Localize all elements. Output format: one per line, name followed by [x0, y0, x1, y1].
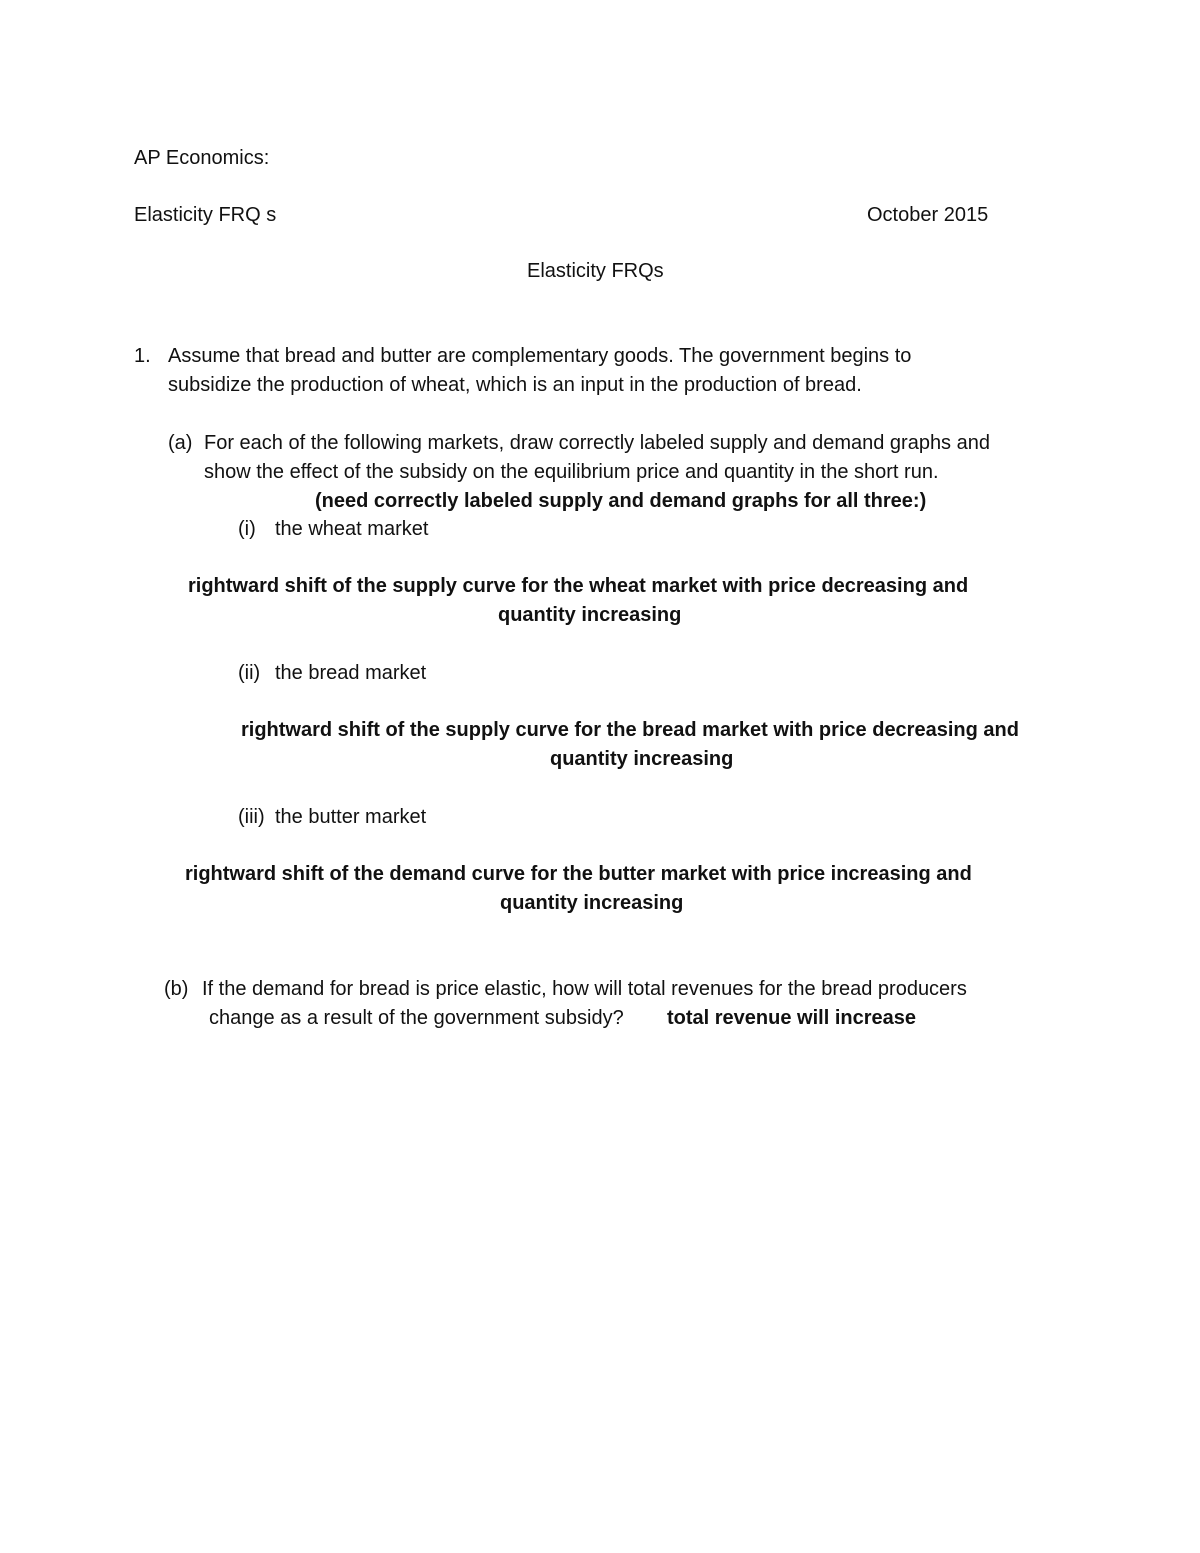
part-b-line-1: If the demand for bread is price elastic, how will total revenues for the bread producers: [202, 978, 967, 1000]
part-a-line-2: show the effect of the subsidy on the equilibrium price and quantity in the short run.: [204, 461, 939, 483]
date-line: October 2015: [867, 204, 989, 226]
part-a-label: (a): [168, 432, 193, 454]
item-ii-text: the bread market: [275, 662, 427, 684]
part-b-answer: total revenue will increase: [667, 1007, 916, 1029]
item-iii-answer-line-2: quantity increasing: [500, 892, 684, 914]
course-title: AP Economics:: [134, 147, 270, 169]
item-iii-label: (iii): [238, 806, 265, 828]
page-title: Elasticity FRQs: [527, 260, 664, 282]
item-i-answer-line-2: quantity increasing: [498, 604, 682, 626]
item-iii-answer-line-1: rightward shift of the demand curve for the butter market with price increasing and: [185, 863, 972, 885]
item-i-answer-line-1: rightward shift of the supply curve for the wheat market with price decreasing and: [188, 575, 969, 597]
item-i-label: (i): [238, 518, 256, 540]
part-a-note: (need correctly labeled supply and demand graphs for all three:): [315, 490, 927, 512]
part-b-label: (b): [164, 978, 189, 1000]
item-iii-text: the butter market: [275, 806, 427, 828]
question-number: 1.: [134, 345, 151, 367]
question-stem-line-2: subsidize the production of wheat, which is an input in the production of bread.: [168, 374, 862, 396]
item-ii-answer-line-2: quantity increasing: [550, 748, 734, 770]
part-b-line-2: change as a result of the government subsidy?: [209, 1007, 624, 1029]
item-ii-answer-line-1: rightward shift of the supply curve for the bread market with price decreasing and: [241, 719, 1019, 741]
item-ii-label: (ii): [238, 662, 261, 684]
part-a-line-1: For each of the following markets, draw correctly labeled supply and demand graphs and: [204, 432, 990, 454]
subject-line: Elasticity FRQ s: [134, 204, 277, 226]
item-i-text: the wheat market: [275, 518, 429, 540]
question-stem-line-1: Assume that bread and butter are complementary goods. The government begins to: [168, 345, 912, 367]
